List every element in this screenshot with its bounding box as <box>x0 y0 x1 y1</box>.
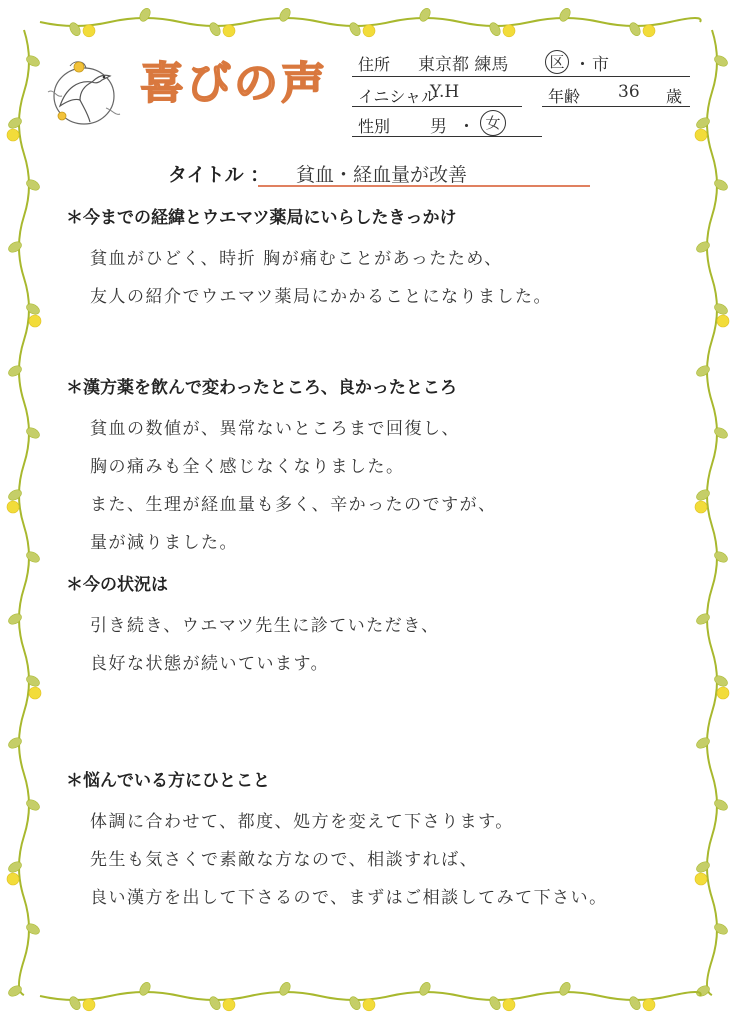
age-label: 年齢 <box>548 87 581 106</box>
answer-line: 胸の痛みも全く感じなくなりました。 <box>90 457 405 477</box>
leaf-icon <box>713 922 730 937</box>
leaf-icon <box>25 54 42 69</box>
leaf-icon <box>695 488 712 503</box>
leaf-icon <box>7 736 24 751</box>
vine-stem <box>19 30 29 995</box>
section-results <box>66 373 686 562</box>
leaf-icon <box>713 54 730 69</box>
leaf-icon <box>418 6 433 23</box>
section-body <box>66 803 686 917</box>
leaf-icon <box>7 612 24 627</box>
leaf-icon <box>695 116 712 131</box>
flower-icon <box>29 687 41 699</box>
section-body <box>66 240 686 316</box>
flower-icon <box>7 129 19 141</box>
leaf-icon <box>713 302 730 317</box>
leaf-icon <box>7 364 24 379</box>
title-label: タイトル ： <box>168 164 270 186</box>
leaf-icon <box>418 980 433 997</box>
leaf-icon <box>713 674 730 689</box>
title-underline <box>258 185 590 187</box>
flower-icon <box>717 315 729 327</box>
leaf-icon <box>208 21 223 38</box>
gender-label: 性別 <box>358 117 391 136</box>
flower-icon <box>7 501 19 513</box>
flower-icon <box>695 873 707 885</box>
answer-line: 引き続き、ウエマツ先生に診ていただき、 <box>90 616 440 636</box>
leaf-icon <box>25 426 42 441</box>
flower-icon <box>503 25 515 37</box>
section-heading: ＊漢方薬を飲んで変わったところ、良かったところ <box>66 378 457 398</box>
leaf-icon <box>25 674 42 689</box>
address-label: 住所 <box>358 55 391 74</box>
brand-title: 喜びの声 <box>140 58 328 109</box>
separator: ・ <box>574 55 591 75</box>
leaf-icon <box>695 612 712 627</box>
initial-label: イニシャル <box>358 87 438 106</box>
flower-icon <box>503 999 515 1011</box>
answer-line: 貧血の数値が、異常ないところまで回復し、 <box>90 419 460 439</box>
answer-line: 良い漢方を出して下さるので、まずはご相談してみて下さい。 <box>90 888 608 908</box>
flower-icon <box>223 999 235 1011</box>
leaf-icon <box>7 116 24 131</box>
leaf-icon <box>558 6 573 23</box>
address-line <box>352 76 690 77</box>
flower-icon <box>363 999 375 1011</box>
leaf-icon <box>25 550 42 565</box>
leaf-icon <box>138 980 153 997</box>
answer-line: 貧血がひどく、時折 胸が痛むことがあったため、 <box>90 249 503 269</box>
section-message <box>66 766 686 917</box>
answer-line: 量が減りました。 <box>90 533 238 553</box>
leaf-icon <box>208 995 223 1012</box>
section-heading: ＊今の状況は <box>66 575 168 595</box>
initial-line <box>352 106 522 107</box>
flower-icon <box>83 25 95 37</box>
section-background <box>66 203 686 316</box>
age-value: 36 <box>618 82 640 102</box>
leaf-icon <box>695 984 712 999</box>
gender-separator: ・ <box>458 117 475 137</box>
leaf-icon <box>695 364 712 379</box>
leaf-icon <box>695 240 712 255</box>
leaf-icon <box>713 550 730 565</box>
answer-line: 体調に合わせて、都度、処方を変えて下さります。 <box>90 812 514 832</box>
leaf-icon <box>25 922 42 937</box>
city-option: 市 <box>592 55 609 75</box>
section-body <box>66 410 686 562</box>
leaf-icon <box>488 995 503 1012</box>
flower-icon <box>643 25 655 37</box>
stork-icon <box>44 58 124 130</box>
leaf-icon <box>7 860 24 875</box>
leaf-icon <box>695 736 712 751</box>
leaf-icon <box>278 980 293 997</box>
ward-option: 区 <box>545 50 569 74</box>
section-heading: ＊悩んでいる方にひとこと <box>66 771 270 791</box>
vine-stem <box>707 30 717 995</box>
flower-icon <box>643 999 655 1011</box>
initial-value: Y.H <box>430 82 460 102</box>
age-unit: 歳 <box>666 87 683 106</box>
leaf-icon <box>7 240 24 255</box>
flower-icon <box>29 315 41 327</box>
leaf-icon <box>25 302 42 317</box>
answer-line: 友人の紹介でウエマツ薬局にかかることになりました。 <box>90 287 552 307</box>
leaf-icon <box>278 6 293 23</box>
address-value: 東京都 練馬 <box>418 55 509 75</box>
flower-icon <box>83 999 95 1011</box>
leaf-icon <box>488 21 503 38</box>
leaf-icon <box>138 6 153 23</box>
leaf-icon <box>628 995 643 1012</box>
leaf-icon <box>25 798 42 813</box>
leaf-icon <box>628 21 643 38</box>
flower-icon <box>223 25 235 37</box>
section-heading: ＊今までの経緯とウエマツ薬局にいらしたきっかけ <box>66 208 457 228</box>
gender-female: 女 <box>480 110 506 136</box>
leaf-icon <box>25 178 42 193</box>
leaf-icon <box>68 21 83 38</box>
flower-icon <box>695 129 707 141</box>
leaf-icon <box>68 995 83 1012</box>
flower-icon <box>717 687 729 699</box>
answer-line: 先生も気さくで素敵な方なので、相談すれば、 <box>90 850 479 870</box>
leaf-icon <box>348 995 363 1012</box>
leaf-icon <box>695 860 712 875</box>
leaf-icon <box>348 21 363 38</box>
gender-male: 男 <box>430 117 447 137</box>
leaf-icon <box>7 488 24 503</box>
age-line <box>542 106 690 107</box>
section-body <box>66 607 686 683</box>
answer-line: 良好な状態が続いています。 <box>90 654 330 674</box>
flower-icon <box>363 25 375 37</box>
leaf-icon <box>713 426 730 441</box>
leaf-icon <box>558 980 573 997</box>
title-value: 貧血・経血量が改善 <box>296 164 468 186</box>
flower-icon <box>7 873 19 885</box>
gender-line <box>352 136 542 137</box>
leaf-icon <box>7 984 24 999</box>
leaf-icon <box>713 798 730 813</box>
section-current <box>66 570 686 683</box>
answer-line: また、生理が経血量も多く、辛かったのですが、 <box>90 495 497 515</box>
flower-icon <box>695 501 707 513</box>
leaf-icon <box>713 178 730 193</box>
